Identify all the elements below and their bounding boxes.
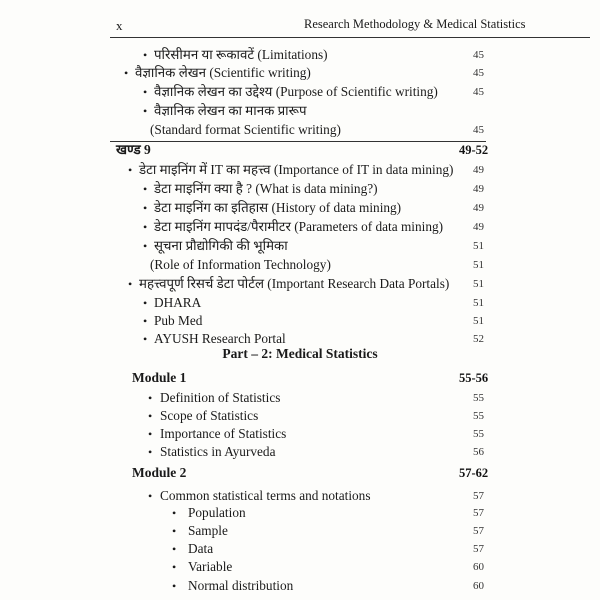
entry-title: वैज्ञानिक लेखन का मानक प्रारूप — [154, 103, 307, 118]
bullet: • — [124, 66, 129, 80]
toc-entry — [0, 82, 600, 102]
entry-title: Definition of Statistics — [160, 390, 281, 405]
module-title: Module 2 — [132, 465, 187, 480]
entry-title: Normal distribution — [188, 578, 294, 593]
bullet: • — [143, 296, 148, 310]
entry-title: (Standard format Scientific writing) — [150, 122, 341, 137]
bullet: • — [148, 391, 153, 405]
entry-title: डेटा माइनिंग में IT का महत्त्व (Importance of IT in data mining) — [139, 162, 454, 177]
entry-page: 49 — [473, 183, 484, 195]
toc-entry — [0, 160, 600, 180]
toc-entry — [0, 442, 600, 462]
entry-title: Pub Med — [154, 313, 203, 328]
bullet: • — [143, 201, 148, 215]
bullet: • — [143, 85, 148, 99]
toc-entry — [0, 406, 600, 426]
toc-entry — [0, 236, 600, 256]
toc-entry — [0, 539, 600, 559]
entry-page: 56 — [473, 446, 484, 458]
toc-entry — [0, 101, 600, 121]
entry-title: Data — [188, 541, 214, 556]
bullet: • — [143, 182, 148, 196]
toc-entry — [0, 120, 600, 140]
section-title: खण्ड 9 — [116, 142, 151, 157]
entry-title: डेटा माइनिंग क्या है ? (What is data mining?) — [154, 181, 378, 196]
toc-entry — [0, 255, 600, 275]
bullet: • — [172, 560, 177, 574]
entry-page: 57 — [473, 490, 484, 502]
header-rule — [110, 37, 590, 38]
entry-title: AYUSH Research Portal — [154, 331, 286, 346]
entry-page: 55 — [473, 428, 484, 440]
toc-entry — [0, 388, 600, 408]
entry-title: महत्त्वपूर्ण रिसर्च डेटा पोर्टल (Important Research Data Portals) — [139, 276, 450, 291]
entry-page: 45 — [473, 49, 484, 61]
entry-page: 49 — [473, 202, 484, 214]
bullet: • — [148, 427, 153, 441]
toc-entry — [0, 274, 600, 294]
entry-title: सूचना प्रौद्योगिकी की भूमिका — [154, 238, 288, 253]
bullet: • — [172, 579, 177, 593]
toc-entry — [0, 503, 600, 523]
bullet: • — [143, 332, 148, 346]
entry-page: 51 — [473, 240, 484, 252]
bullet: • — [143, 220, 148, 234]
entry-page: 57 — [473, 525, 484, 537]
bullet: • — [172, 506, 177, 520]
bullet: • — [143, 239, 148, 253]
entry-page: 51 — [473, 259, 484, 271]
entry-page: 49 — [473, 221, 484, 233]
bullet: • — [172, 524, 177, 538]
entry-title: Population — [188, 505, 246, 520]
section-heading — [0, 140, 600, 160]
entry-title: वैज्ञानिक लेखन का उद्देश्य (Purpose of Scientific writing) — [154, 84, 438, 99]
entry-page: 45 — [473, 124, 484, 136]
bullet: • — [143, 314, 148, 328]
bullet: • — [143, 104, 148, 118]
running-title: Research Methodology & Medical Statistics — [304, 17, 526, 31]
entry-page: 55 — [473, 392, 484, 404]
bullet: • — [148, 445, 153, 459]
bullet: • — [172, 542, 177, 556]
toc-entry — [0, 311, 600, 331]
entry-title: Sample — [188, 523, 228, 538]
entry-title: Scope of Statistics — [160, 408, 259, 423]
entry-page: 49 — [473, 164, 484, 176]
entry-title: परिसीमन या रूकावटें (Limitations) — [154, 47, 328, 62]
bullet: • — [148, 489, 153, 503]
entry-title: वैज्ञानिक लेखन (Scientific writing) — [135, 65, 311, 80]
entry-page: 60 — [473, 580, 484, 592]
bullet: • — [143, 48, 148, 62]
entry-page: 51 — [473, 315, 484, 327]
entry-page: 45 — [473, 67, 484, 79]
toc-entry — [0, 198, 600, 218]
bullet: • — [148, 409, 153, 423]
part-heading: Part – 2: Medical Statistics — [222, 346, 378, 361]
toc-entry — [0, 45, 600, 65]
module-title: Module 1 — [132, 370, 187, 385]
entry-title: Variable — [188, 559, 233, 574]
toc-entry — [0, 217, 600, 237]
toc-entry — [0, 576, 600, 596]
toc-entry — [0, 293, 600, 313]
entry-page: 57 — [473, 507, 484, 519]
entry-page: 57 — [473, 543, 484, 555]
module-heading — [0, 368, 600, 388]
bullet: • — [128, 277, 133, 291]
entry-title: डेटा माइनिंग का इतिहास (History of data mining) — [154, 200, 402, 215]
toc-entry — [0, 179, 600, 199]
module-pages: 55-56 — [459, 371, 489, 385]
entry-page: 51 — [473, 297, 484, 309]
toc-entry — [0, 521, 600, 541]
entry-page: 60 — [473, 561, 484, 573]
entry-page: 55 — [473, 410, 484, 422]
module-heading — [0, 463, 600, 483]
entry-title: डेटा माइनिंग मापदंड/पैरामीटर (Parameters of data mining) — [154, 219, 444, 234]
entry-page: 51 — [473, 278, 484, 290]
section-pages: 49-52 — [459, 143, 489, 157]
toc-entry — [0, 424, 600, 444]
entry-title: Statistics in Ayurveda — [160, 444, 276, 459]
entry-title: (Role of Information Technology) — [150, 257, 331, 272]
page-number: x — [116, 18, 123, 33]
toc-entry — [0, 63, 600, 83]
module-pages: 57-62 — [459, 466, 489, 480]
entry-page: 52 — [473, 333, 484, 345]
entry-page: 45 — [473, 86, 484, 98]
toc-entry — [0, 557, 600, 577]
entry-title: DHARA — [154, 295, 202, 310]
entry-title: Importance of Statistics — [160, 426, 287, 441]
bullet: • — [128, 163, 133, 177]
entry-title: Common statistical terms and notations — [160, 488, 371, 503]
